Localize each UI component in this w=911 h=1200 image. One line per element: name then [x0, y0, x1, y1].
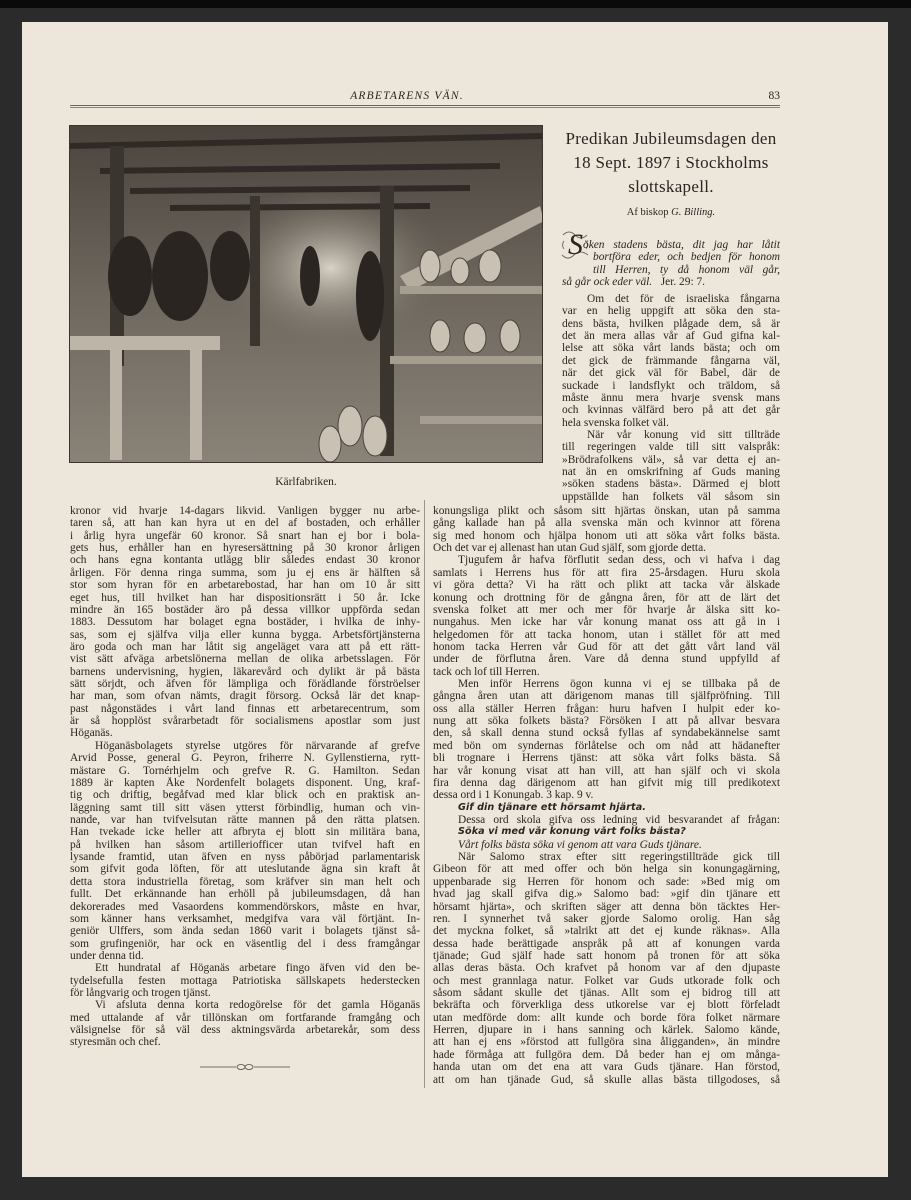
text-line: och hans egna kontanta utlägg blir således endast 30 kronor	[70, 554, 420, 567]
text-line: med bön om syndernas förlåtelse och om nåd att hädanefter	[433, 739, 780, 752]
text-line: styresmän och chef.	[70, 1036, 161, 1049]
text-line: allas deras bästa. Och krafvet på honom var af den djupaste	[433, 962, 780, 975]
column-divider	[424, 500, 425, 1088]
text-line: »Brödrafolkens väl», så var detta ej an-	[562, 453, 780, 466]
text-line: nande, var han tvifvelsutan rätte mannen på den rätta platsen.	[70, 813, 420, 826]
initial-letter: S	[568, 228, 583, 261]
epigraph-line: till Herren, ty då honom väl går,	[593, 263, 780, 276]
text-line: Men inför Herrens ögon kunna vi ej se tillbaka på de	[458, 678, 780, 691]
text-line: nung att söka folkets bästa? Försöken I att på allvar besvara	[433, 715, 780, 728]
text-line: lelse att söka vårt lands bästa; och om	[562, 342, 780, 355]
text-line: Höganäsbolagets styrelse utgöres för närvarande af grefve	[95, 739, 420, 752]
text-line: barnens undervisning, hygien, läkarevård och dylikt är på bästa	[70, 665, 420, 678]
text-line: dekorerades med Vasaordens kommendörskors, måste en hvar,	[70, 900, 420, 913]
text-line: dessa ord i 1 Konungab. 3 kap. 9 v.	[433, 789, 594, 802]
text-line: tack och lof till Herren.	[433, 665, 540, 678]
byline	[562, 207, 780, 218]
header-rule	[70, 105, 780, 108]
text-line: Arvid Posse, general G. Peyron, friherre N. Gyllenstierna, rytt-	[70, 752, 420, 765]
epigraph-line	[562, 276, 780, 288]
text-line: bli trognare i Herrens tjänst: att söka vårt folks bästa. Så	[433, 752, 780, 765]
text-line: fira denna dag därigenom att han gifvit mig till predikotext	[433, 776, 780, 789]
photograph-pottery-workshop	[69, 125, 543, 463]
text-line: Ett hundratal af Höganäs arbetare fingo äfven vid den be-	[95, 962, 420, 975]
text-line: oss alla ställer Herren frågan: huru hafven I hulpit eder ko-	[433, 702, 780, 715]
text-line: Gibeon för att med offer och bön helga sin konungagärning,	[433, 863, 780, 876]
scan-border	[0, 0, 911, 8]
text-line: i årlig hyra ungefär 60 kronor. Så snart han ej bor i bola-	[70, 529, 420, 542]
article-title	[556, 127, 786, 199]
text-line: årligen. För denna ringa summa, som ju ej ens är hälften så	[70, 566, 420, 579]
text-line: dens bästa, hvilken plågade dem, så är	[562, 317, 780, 330]
text-line: har man, som ofvan nämts, dragit försorg. Också lär det knap-	[70, 690, 420, 703]
epigraph-line: öken stadens bästa, dit jag har låtit	[583, 239, 780, 251]
text-line: gets hus, erhåller han en hyresersättning på 30 kronor årligen	[70, 542, 420, 555]
text-line: nat än en omskrifning af Guds maning	[562, 466, 780, 479]
text-line: välsignelse för så väl dess aktningsvärda arbetarekår, som dess	[70, 1024, 420, 1037]
text-line: Höganäs.	[70, 727, 113, 740]
workshop-illustration	[70, 126, 543, 463]
text-line: dessa hade berättigade anspråk på att af konungen varda	[433, 937, 780, 950]
text-line: detta stora industriella företag, som kräfver sin man helt och	[70, 875, 420, 888]
text-line: att han ej ens »förstod att fullgöra sina åligganden», än mindre	[433, 1036, 780, 1049]
text-line: och mest grannlaga natur. Folket var Guds utkorade folk och	[433, 974, 780, 987]
text-line: geniör Ulffers, som ända sedan 1860 varit i bolagets tjänst så-	[70, 925, 420, 938]
title-line: 18 Sept. 1897 i Stockholms	[573, 153, 769, 172]
title-line: slottskapell.	[628, 177, 714, 196]
text-line: sätt sörjdt, och äfven för lämpliga och förädlande förströelser	[70, 678, 420, 691]
text-line: under de förflutna åren. Vare då denna stund uppfylld af	[433, 653, 780, 666]
title-line: Predikan Jubileumsdagen den	[565, 129, 777, 148]
text-line: fullt. Det erkännande han erhöll på jubileumsdagen, då han	[70, 888, 420, 901]
text-line: mindre än 165 bostäder äro på dessa villkor uppförda sedan	[70, 603, 420, 616]
text-line: hörsamt hjärta», och skriften säger att denna bön täcktes Her-	[433, 900, 780, 913]
text-line: stor som hyran för en arbetarebostad, har han om 10 år sitt	[70, 579, 420, 592]
text-line: bekräfta och förverkliga dess utkorelse var ej blott förfeladt	[433, 999, 780, 1012]
text-line: Och det var ej allenast han utan Gud själf, som gjorde detta.	[433, 542, 706, 555]
text-line: den, så skall denna stund också fyllas af syndabekännelse samt	[433, 727, 780, 740]
right-column-text	[433, 505, 780, 1086]
text-line: det gick de främmande fångarna väl,	[562, 354, 780, 367]
text-line: konung och drottning för de gångna åren, för att de lärt det	[433, 591, 780, 604]
text-line: på hvilken han såsom artilleriofficer utan tvifvel haft en	[70, 838, 420, 851]
text-line: det myckna folket, så »talrikt att det ej kunde räknas». Alla	[433, 925, 780, 938]
text-line: sig med honom och hjälpa honom uti att söka vårt folks bästa.	[433, 529, 780, 542]
text-line: lysande framtid, utan äfven en nyss påbörjad parlamentarisk	[70, 851, 420, 864]
text-line: hela svenska folket väl.	[562, 416, 669, 429]
text-line: hvad jag skall gifva dig.» Salomo bad: »gif din tjänare ett	[433, 888, 780, 901]
text-line: tydelsefulla festen mottaga Patriotiska sällskapets hederstecken	[70, 974, 420, 987]
text-line: handa utan om det ena att vara Guds tjänare. Han förstod,	[433, 1061, 780, 1074]
text-line: när det gick väl för Babel, där de	[562, 367, 780, 380]
text-line: 1889 är kapten Åke Nordenfelt bolagets disponent. Ung, kraf-	[70, 776, 420, 789]
text-line: var en helig uppgift att söka den sta-	[562, 305, 780, 318]
text-line: kronor vid hvarje 14-dagars likvid. Vanligen bygger nu arbe-	[70, 505, 420, 517]
byline-author: G. Billing.	[671, 207, 716, 218]
text-line: past någonstädes i vårt land finnas ett arbetarecentrum, som	[70, 702, 420, 715]
text-line: uppenbarade sig Herren för honom och sade: »Bed mig om	[433, 875, 780, 888]
text-line: 1883. Dessutom har bolaget egna bostäder, i hvilka de inhy-	[70, 616, 420, 629]
text-line: taren så, att han kan hyra ut en del af bostaden, och erhåller	[70, 517, 420, 530]
text-line: Han tvekade icke heller att afbryta ej blott sin militära bana,	[70, 826, 420, 839]
text-line: När Salomo strax efter sitt regeringstillträde gick till	[458, 851, 780, 864]
text-line: svenska folket att mer och mer för hvarje år älska sitt ko-	[433, 603, 780, 616]
text-line: samlats i Herrens hus för att fira 25-årsdagen. Huru skola	[433, 566, 780, 579]
epigraph	[562, 239, 780, 288]
scripture-reference: Jer. 29: 7.	[660, 276, 705, 289]
text-line: »söken stadens bästa». Därmed ej blott	[562, 478, 780, 491]
text-line: är så hopplöst svårarbetadt för socialismens apostlar som just	[70, 715, 420, 728]
text-line: Gif din tjänare ett hörsamt hjärta.	[458, 801, 647, 813]
text-line: När vår konung vid sitt tillträde	[587, 428, 780, 441]
text-line: har vår konung visat att han vill, att han själf och vi skola	[433, 764, 780, 777]
epigraph-line-text: så går ock eder väl.	[562, 276, 653, 289]
text-line: det än mera allas vår af Gud gifna kal-	[562, 330, 780, 343]
text-line: vi göra detta? Vi ha rätt och plikt att tacka vår älskade	[433, 579, 780, 592]
text-line: tjänade; Gud själf hade satt honom på tronen för att söka	[433, 949, 780, 962]
text-line: gång kallade han på alla svenska män och kvinnor att förena	[433, 517, 780, 530]
text-line: honom tacka Herren vår Gud för att det gått vårt land väl	[433, 640, 780, 653]
text-line: Vårt folks bästa söka vi genom att vara Guds tjänare.	[458, 838, 702, 851]
left-column-text	[70, 505, 420, 1049]
text-line: Dessa ord skola gifva oss ledning vid besvarandet af frågan:	[458, 813, 780, 826]
page-number: 83	[768, 90, 780, 102]
text-line: Vi afsluta denna korta redogörelse för det gamla Höganäs	[95, 999, 420, 1012]
text-line: mästare G. Tornérhjelm och grefve R. G. Hamilton. Sedan	[70, 764, 420, 777]
text-line: sas, som ej själfva vilja eller kunna bygga. Arbetsförtjänsterna	[70, 628, 420, 641]
text-line: som grufingeniör, har ock en väsentlig del i dess framgångar	[70, 937, 420, 950]
text-line: som gifvit goda löften, för att uteslutande ägna sin kraft åt	[70, 863, 420, 876]
text-line: tig och driftig, begåfvad med klar blick och en praktisk an-	[70, 789, 420, 802]
text-line: Söka vi med vår konung vårt folks bästa?	[458, 826, 686, 838]
byline-prefix: Af biskop	[626, 207, 669, 218]
text-line: Tjugufem år hafva förflutit sedan dess, och vi hafva i dag	[458, 554, 780, 567]
text-line: gångna åren utan att därigenom manas till själfpröfning. Till	[433, 690, 780, 703]
text-line: suckade i landsflykt och träldom, så	[562, 379, 780, 392]
text-line: hade förmåga att fullgöra dem. Då beder han ej om många-	[433, 1048, 780, 1061]
epigraph-line: bortföra eder, och bedjen för honom	[593, 251, 780, 264]
right-column-narrow-text	[562, 293, 780, 503]
text-line: Herren, djupare in i hans sanning och kärlek. Salomo kände,	[433, 1024, 780, 1037]
text-line: måste ännu mera hvarje svensk mans	[562, 391, 780, 404]
text-line: som känner hans verksamhet, medgifva vara väl förtjänt. In-	[70, 912, 420, 925]
text-line: såsom sådant skulle det tjänas. Allt som ej bidrog till att	[433, 987, 780, 1000]
running-header-title: ARBETARENS VÄN.	[350, 90, 464, 102]
text-line: uppställde han folkets väl såsom sin	[562, 490, 780, 503]
text-line: utan medförde dom: allt kunde och borde föra folket närmare	[433, 1011, 780, 1024]
text-line: vist sätt afväga arbetslönerna mellan de olika arbetsslagen. För	[70, 653, 420, 666]
text-line: konungsliga plikt och såsom sitt hjärtas önskan, utan på samma	[433, 505, 780, 517]
text-line: att om han tjänade Gud, så skulle allas bästa tillgodoses, så	[433, 1073, 780, 1086]
text-line: med uttalande af vår tillönskan om fortfarande framgång och	[70, 1011, 420, 1024]
ornament-divider	[200, 1063, 290, 1071]
text-line: ren. I synnerhet två saker gjorde Salomo orolig. Han såg	[433, 912, 780, 925]
text-line: läggning samt till sitt väsen ytterst förbindlig, human och vin-	[70, 801, 420, 814]
text-line: helgedomen för att tacka honom, utan i stället för att med	[433, 628, 780, 641]
text-line: under denna tid.	[70, 949, 144, 962]
text-line: äro goda och man har låtit sig angeläget vara att på ett rätt-	[70, 640, 420, 653]
text-line: för långvarig och trogen tjänst.	[70, 987, 211, 1000]
photo-caption: Kärlfabriken.	[275, 476, 337, 488]
text-line: och kvinnas välfärd bero på att det går	[562, 404, 780, 417]
text-line: eget hus, till hvilket han har dispositionsrätt i 50 år. Icke	[70, 591, 420, 604]
text-line: till regeringen valde till sitt valspråk:	[562, 441, 780, 454]
text-line: Om det för de israeliska fångarna	[587, 293, 780, 305]
text-line: nungahus. Men icke har vår konung manat oss att gå in i	[433, 616, 780, 629]
